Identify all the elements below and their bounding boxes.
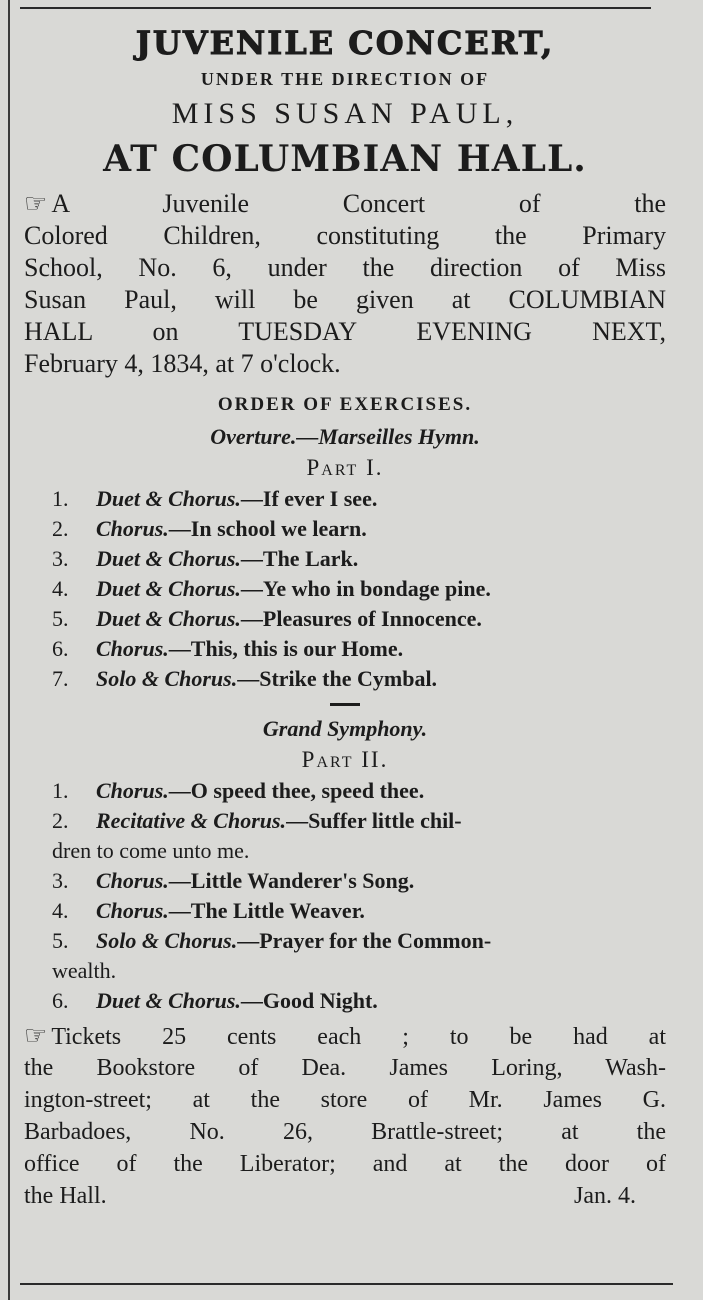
- item-number: 1.: [52, 778, 69, 803]
- item-number: 2.: [52, 808, 69, 833]
- section-divider: [330, 703, 360, 706]
- part-two-list: [24, 776, 666, 1016]
- item-title: —Suffer little chil-: [286, 808, 462, 833]
- item-kind: Duet & Chorus.: [96, 486, 241, 511]
- item-number: 5.: [52, 928, 69, 953]
- intro-line: Colored Children, constituting the Primary: [24, 221, 666, 250]
- intro-line: HALL on TUESDAY EVENING NEXT,: [24, 317, 666, 346]
- item-number: 7.: [52, 666, 69, 691]
- program-item: [52, 514, 666, 544]
- program-item: [52, 604, 666, 634]
- item-title: —If ever I see.: [240, 486, 378, 511]
- part-one-list: [24, 484, 666, 694]
- item-number: 6.: [52, 988, 69, 1013]
- program-item: [52, 926, 666, 956]
- item-kind: Chorus.: [96, 636, 169, 661]
- bottom-rule: [20, 1283, 673, 1285]
- item-title: —This, this is our Home.: [168, 636, 404, 661]
- item-title: —Ye who in bondage pine.: [240, 576, 491, 601]
- tickets-line-text: the Hall.: [24, 1183, 107, 1209]
- tickets-line: [24, 1020, 666, 1052]
- headline-director: MISS SUSAN PAUL,: [171, 97, 519, 130]
- item-kind: Chorus.: [96, 516, 169, 541]
- item-title: —The Lark.: [240, 546, 359, 571]
- program-item: [52, 896, 666, 926]
- part-two-label: Part II.: [301, 747, 389, 772]
- tickets-line-text: Tickets 25 cents each ; to be had at: [51, 1024, 666, 1050]
- program-heading: ORDER OF EXERCISES.: [217, 394, 473, 415]
- item-title: —In school we learn.: [168, 516, 367, 541]
- tickets-line: the Bookstore of Dea. James Loring, Wash-: [24, 1055, 666, 1081]
- intro-line: February 4, 1834, at 7 o'clock.: [24, 349, 341, 378]
- intro-paragraph: [24, 188, 666, 380]
- item-kind: Chorus.: [96, 778, 169, 803]
- headline-direction: UNDER THE DIRECTION OF: [200, 69, 490, 89]
- program-item: [52, 634, 666, 664]
- tickets-paragraph: [24, 1020, 666, 1212]
- program-item: [52, 574, 666, 604]
- intro-line: [24, 188, 666, 220]
- headline-venue: AT COLUMBIAN HALL.: [103, 138, 587, 180]
- item-title: —Prayer for the Common-: [237, 928, 492, 953]
- interlude: Grand Symphony.: [262, 716, 428, 741]
- tickets-line: ington-street; at the store of Mr. James G.: [24, 1087, 666, 1113]
- item-number: 4.: [52, 576, 69, 601]
- item-kind: Duet & Chorus.: [96, 606, 241, 631]
- advertisement: [24, 22, 666, 1212]
- intro-line: Susan Paul, will be given at COLUMBIAN: [24, 285, 666, 314]
- program-item-continuation: dren to come unto me.: [52, 838, 250, 863]
- item-number: 6.: [52, 636, 69, 661]
- item-number: 4.: [52, 898, 69, 923]
- tickets-line-final: [24, 1180, 666, 1212]
- intro-line: School, No. 6, under the direction of Miss: [24, 253, 666, 282]
- item-kind: Duet & Chorus.: [96, 576, 241, 601]
- item-number: 5.: [52, 606, 69, 631]
- item-title: —The Little Weaver.: [168, 898, 365, 923]
- item-kind: Solo & Chorus.: [96, 666, 238, 691]
- item-title: —Good Night.: [240, 988, 378, 1013]
- issue-date: Jan. 4.: [574, 1183, 636, 1209]
- item-title: —O speed thee, speed thee.: [168, 778, 425, 803]
- part-one-label: Part I.: [306, 455, 384, 480]
- item-number: 3.: [52, 868, 69, 893]
- item-title: —Little Wanderer's Song.: [168, 868, 415, 893]
- top-rule: [20, 7, 651, 9]
- item-title: —Strike the Cymbal.: [237, 666, 438, 691]
- item-kind: Duet & Chorus.: [96, 546, 241, 571]
- item-number: 2.: [52, 516, 69, 541]
- program-item: [52, 806, 666, 836]
- intro-line-text: A Juvenile Concert of the: [51, 189, 666, 218]
- tickets-line: office of the Liberator; and at the door of: [24, 1151, 666, 1177]
- program-item-continuation: wealth.: [52, 958, 117, 983]
- item-number: 1.: [52, 486, 69, 511]
- pointing-hand-icon: ☞: [24, 1021, 48, 1050]
- program-item: [52, 776, 666, 806]
- program-item: [52, 484, 666, 514]
- program-item: [52, 866, 666, 896]
- item-title: —Pleasures of Innocence.: [240, 606, 482, 631]
- item-kind: Chorus.: [96, 868, 169, 893]
- overture: Overture.—Marseilles Hymn.: [210, 424, 480, 449]
- item-kind: Duet & Chorus.: [96, 988, 241, 1013]
- program-item: [52, 544, 666, 574]
- item-kind: Solo & Chorus.: [96, 928, 238, 953]
- left-column-rule: [8, 0, 10, 1300]
- pointing-hand-icon: ☞: [24, 189, 48, 218]
- item-kind: Recitative & Chorus.: [96, 808, 287, 833]
- program-item: [52, 986, 666, 1016]
- tickets-line: Barbadoes, No. 26, Brattle-street; at the: [24, 1119, 666, 1145]
- item-number: 3.: [52, 546, 69, 571]
- item-kind: Chorus.: [96, 898, 169, 923]
- headline-title: JUVENILE CONCERT,: [135, 24, 555, 62]
- program-item: [52, 664, 666, 694]
